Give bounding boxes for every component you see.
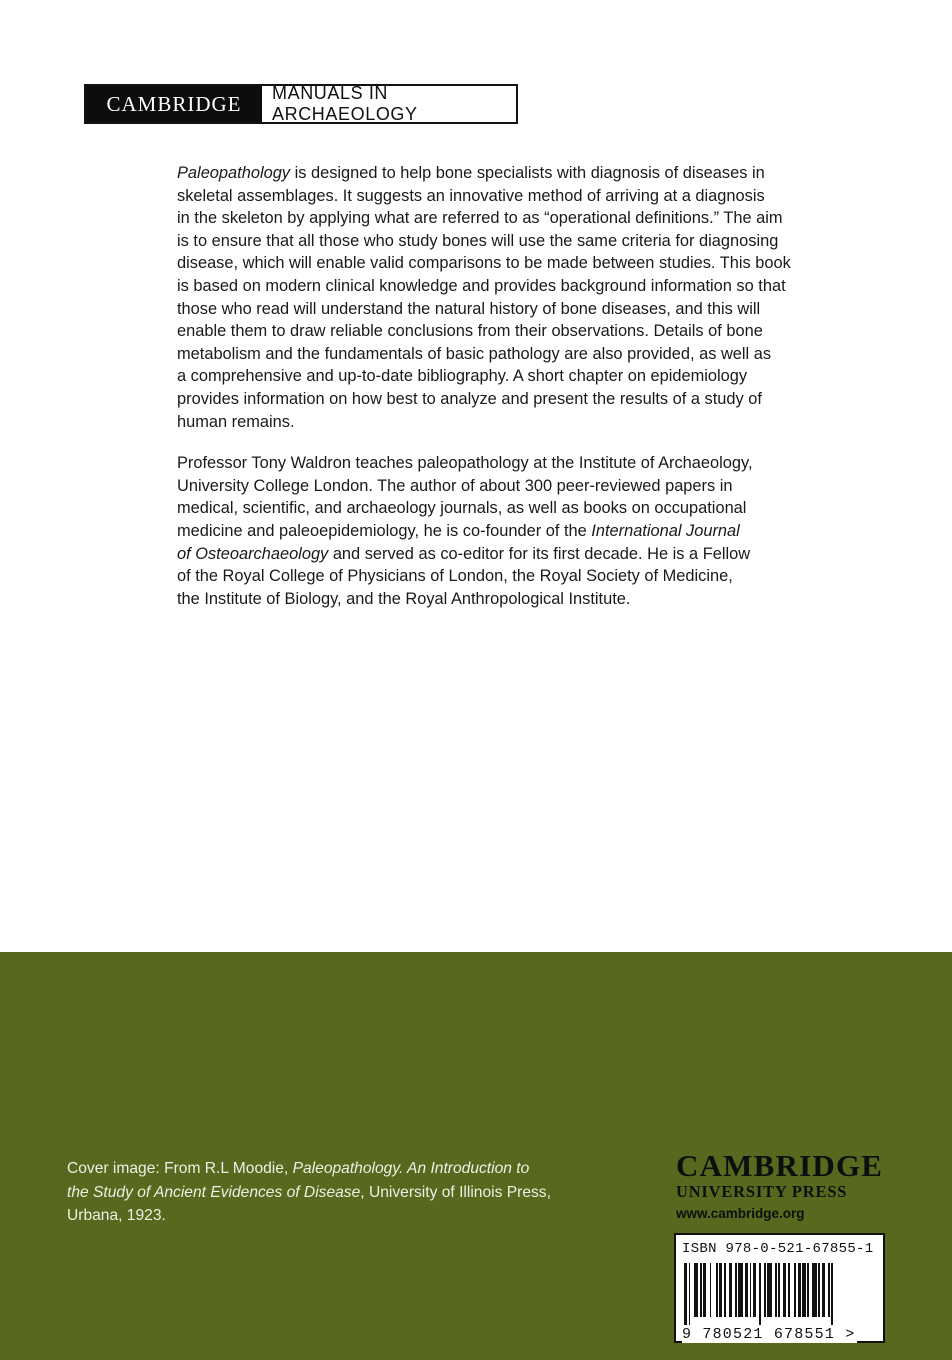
blurb-text: human remains. xyxy=(177,412,295,431)
blurb-line xyxy=(177,388,807,411)
credit-text: Cover image: From R.L Moodie, xyxy=(67,1160,293,1177)
blurb-text: a comprehensive and up-to-date bibliography. A short chapter on epidemiology xyxy=(177,367,748,386)
blurb-line xyxy=(177,320,807,343)
bio-text: University College London. The author of about 300 peer-reviewed papers in xyxy=(177,476,733,495)
blurb-line xyxy=(177,298,807,321)
credit-italic-title: Paleopathology. An Introduction to xyxy=(292,1160,530,1177)
bio-line xyxy=(177,565,807,588)
barcode-bar xyxy=(753,1263,756,1317)
blurb-line xyxy=(177,275,807,298)
bio-text: and served as co-editor for its first decade. He is a Fellow xyxy=(328,544,751,563)
series-title: MANUALS IN ARCHAEOLOGY xyxy=(272,83,418,124)
barcode-bar xyxy=(684,1263,687,1325)
credit-line xyxy=(67,1181,587,1205)
barcode-bar xyxy=(828,1263,830,1317)
credit-line xyxy=(67,1204,587,1228)
barcode-bar xyxy=(738,1263,743,1317)
bio-line xyxy=(177,543,807,566)
barcode-bar xyxy=(745,1263,748,1317)
blurb-text: is based on modern clinical knowledge and provides background information so that xyxy=(177,276,786,295)
blurb-paragraph-author-bio xyxy=(177,452,807,610)
cover-image-credit xyxy=(67,1157,587,1228)
bio-text: the Institute of Biology, and the Royal Anthropological Institute. xyxy=(177,589,631,608)
publisher-name: CAMBRIDGE xyxy=(676,1148,884,1183)
barcode-bar xyxy=(719,1263,722,1317)
blurb-line xyxy=(177,185,807,208)
barcode-bar xyxy=(689,1263,691,1325)
blurb-text: is to ensure that all those who study bones will use the same criteria for diagnosing xyxy=(177,231,779,250)
blurb-line xyxy=(177,365,807,388)
barcode-bar xyxy=(735,1263,737,1317)
credit-line xyxy=(67,1157,587,1181)
bio-line xyxy=(177,452,807,475)
barcode-bar xyxy=(767,1263,772,1317)
barcode-digits: 9 780521 678551 > xyxy=(682,1326,856,1343)
bio-text: Professor Tony Waldron teaches paleopathology at the Institute of Archaeology, xyxy=(177,454,753,473)
barcode-bar xyxy=(700,1263,702,1317)
barcode-bar xyxy=(788,1263,790,1317)
blurb-paragraph-description xyxy=(177,162,807,433)
barcode-bar xyxy=(710,1263,712,1317)
back-cover-blurb xyxy=(177,162,807,610)
blurb-text: skeletal assemblages. It suggests an innovative method of arriving at a diagnosis xyxy=(177,186,765,205)
blurb-line xyxy=(177,411,807,434)
isbn-barcode xyxy=(674,1233,885,1343)
series-banner xyxy=(84,84,518,124)
blurb-text: enable them to draw reliable conclusions from their observations. Details of bone xyxy=(177,322,763,341)
publisher-subtitle: UNIVERSITY PRESS xyxy=(676,1182,848,1201)
blurb-text: is designed to help bone specialists with diagnosis of diseases in xyxy=(290,164,765,182)
blurb-line xyxy=(177,343,807,366)
blurb-text: metabolism and the fundamentals of basic pathology are also provided, as well as xyxy=(177,344,772,363)
bio-text: medical, scientific, and archaeology journals, as well as books on occupational xyxy=(177,499,747,518)
barcode-bar xyxy=(716,1263,718,1317)
credit-italic-title: the Study of Ancient Evidences of Disease xyxy=(67,1183,361,1201)
barcode-bar xyxy=(802,1263,805,1317)
blurb-text: in the skeleton by applying what are referred to as “operational definitions.” The aim xyxy=(177,209,783,228)
credit-text: Urbana, 1923. xyxy=(67,1207,166,1224)
publisher-url: www.cambridge.org xyxy=(676,1206,805,1221)
blurb-text: disease, which will enable valid comparisons to be made between studies. This book xyxy=(177,254,791,273)
bio-text: of the Royal College of Physicians of London, the Royal Society of Medicine, xyxy=(177,567,733,586)
bio-line xyxy=(177,588,807,611)
bio-line xyxy=(177,475,807,498)
barcode-bar xyxy=(724,1263,726,1317)
publisher-logo xyxy=(676,1150,886,1224)
blurb-text: those who read will understand the natural history of bone diseases, and this will xyxy=(177,299,761,318)
credit-text: , University of Illinois Press, xyxy=(360,1183,551,1201)
isbn-number: ISBN 978-0-521-67855-1 xyxy=(682,1241,874,1257)
blurb-line xyxy=(177,207,807,230)
barcode-bar xyxy=(807,1263,809,1317)
barcode-bar xyxy=(818,1263,820,1317)
blurb-italic-title: Paleopathology xyxy=(177,164,291,182)
bio-italic-title: of Osteoarchaeology xyxy=(177,544,329,563)
barcode-bar xyxy=(822,1263,825,1317)
blurb-text: provides information on how best to analyze and present the results of a study of xyxy=(177,389,762,408)
blurb-line xyxy=(177,252,807,275)
bio-italic-title: International Journal xyxy=(591,521,740,540)
barcode-bar xyxy=(831,1263,833,1325)
barcode-bar xyxy=(775,1263,777,1317)
blurb-line xyxy=(177,162,807,185)
barcode-bar xyxy=(759,1263,761,1325)
barcode-bar xyxy=(783,1263,786,1317)
barcode-bar xyxy=(798,1263,801,1317)
barcode-bar xyxy=(694,1263,699,1317)
barcode-bar xyxy=(703,1263,706,1317)
bio-text: medicine and paleoepidemiology, he is co-founder of the xyxy=(177,521,592,540)
bio-line xyxy=(177,497,807,520)
barcode-bar xyxy=(729,1263,732,1317)
series-imprint: CAMBRIDGE xyxy=(86,86,262,122)
barcode-bar xyxy=(812,1263,817,1317)
barcode-bar xyxy=(750,1263,752,1317)
barcode-bar xyxy=(764,1263,766,1317)
barcode-bars xyxy=(682,1263,878,1325)
bio-line xyxy=(177,520,807,543)
blurb-line xyxy=(177,230,807,253)
barcode-bar xyxy=(794,1263,796,1317)
barcode-bar xyxy=(778,1263,780,1317)
